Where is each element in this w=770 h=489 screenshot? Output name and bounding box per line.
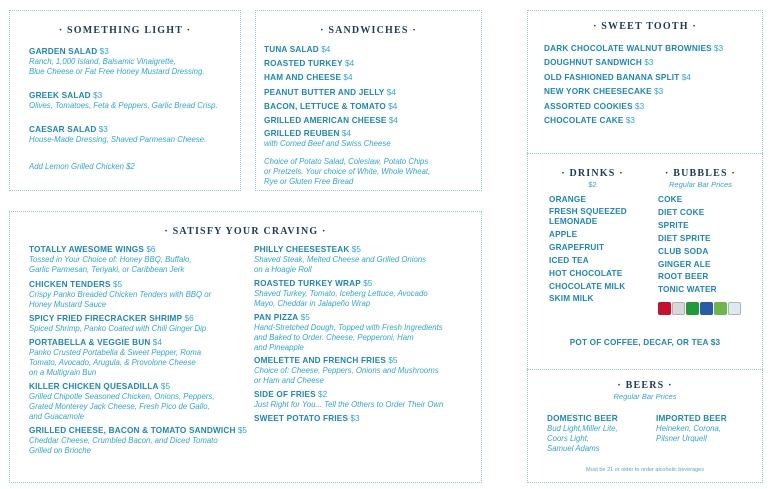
menu-item-wings — [29, 245, 249, 275]
item-name: KILLER CHICKEN QUESADILLA — [29, 382, 159, 391]
drinks-list — [549, 194, 649, 306]
menu-item-chicken-tenders — [29, 280, 249, 310]
menu-item-garden-salad — [29, 47, 239, 77]
item-price: $5 — [363, 279, 373, 288]
satisfy-craving-title: · SATISFY YOUR CRAVING · — [9, 226, 482, 237]
item-desc: on a Multigrain Bun — [29, 368, 97, 377]
item-price: $3 — [625, 116, 635, 126]
item-name: ROASTED TURKEY — [264, 59, 343, 69]
item-name: OLD FASHIONED BANANA SPLIT — [544, 72, 680, 82]
sprite-logo-icon — [686, 302, 699, 315]
menu-item-chocolate-cake — [544, 114, 759, 128]
menu-item-caesar-salad — [29, 125, 239, 145]
menu-item-grilled-american — [264, 114, 480, 128]
divider — [527, 369, 763, 370]
soda-sprite: SPRITE — [658, 220, 689, 230]
item-name: TOTALLY AWESOME WINGS — [29, 245, 145, 254]
item-price: $6 — [184, 314, 194, 323]
item-name: OMELETTE AND FRENCH FRIES — [254, 356, 387, 365]
item-desc: Tossed in Your Choice of: Honey BBQ, Buffalo, — [29, 255, 192, 264]
item-desc: House-Made Dressing, Shaved Parmesan Cheese. — [29, 135, 207, 144]
drinks-price: $2 — [588, 180, 597, 189]
item-price: $3 — [644, 58, 654, 68]
item-name: DOUGHNUT SANDWICH — [544, 58, 643, 68]
soda-club-soda: CLUB SODA — [658, 246, 709, 256]
item-name: GRILLED REUBEN — [264, 129, 340, 138]
menu-item-roasted-turkey — [264, 57, 480, 71]
item-price: $3 — [635, 101, 645, 111]
item-name: CAESAR SALAD — [29, 125, 97, 134]
menu-item-sweet-potato-fries — [254, 414, 479, 424]
item-name: PHILLY CHEESESTEAK — [254, 245, 350, 254]
item-price: $4 — [152, 338, 162, 347]
item-name: CHICKEN TENDERS — [29, 280, 111, 289]
menu-item-brownies — [544, 42, 759, 56]
item-price: $4 — [343, 73, 353, 83]
coffee-line: POT OF COFFEE, DECAF, OR TEA $3 — [569, 338, 721, 347]
item-name: ASSORTED COOKIES — [544, 101, 633, 111]
drink-lemonade: LEMONADE — [549, 216, 598, 226]
item-price: $5 — [112, 280, 123, 289]
item-desc: Coors Light, — [547, 434, 590, 443]
menu-item-philly-cheesesteak — [254, 245, 479, 275]
item-desc: Panko Crusted Portabella & Sweet Pepper, Roma — [29, 348, 202, 357]
item-price: $5 — [388, 356, 398, 365]
item-name: NEW YORK CHEESECAKE — [544, 87, 652, 97]
item-name: PAN PIZZA — [254, 313, 299, 322]
item-price: $4 — [388, 116, 398, 126]
item-name: ROASTED TURKEY WRAP — [254, 279, 361, 288]
item-desc: Heineken, Corona, — [656, 424, 722, 433]
item-name: HAM AND CHEESE — [264, 73, 342, 83]
drink-apple: APPLE — [549, 229, 578, 239]
item-price: $5 — [237, 426, 247, 435]
menu-item-imported-beer — [656, 414, 761, 444]
item-price: $3 — [654, 87, 664, 97]
diet-sprite-logo-icon — [700, 302, 713, 315]
item-price: $5 — [351, 245, 361, 254]
ginger-ale-logo-icon — [714, 302, 727, 315]
item-name: CHOCOLATE CAKE — [544, 116, 624, 126]
drink-iced-tea: ICED TEA — [549, 255, 589, 265]
item-desc: Choice of: Cheese, Peppers, Onions and Mushrooms — [254, 366, 439, 375]
item-name: DOMESTIC BEER — [547, 414, 618, 423]
bubbles-list — [658, 194, 758, 297]
item-price: $4 — [388, 101, 398, 111]
menu-item-portabella-bun — [29, 338, 249, 378]
item-price: $3 — [714, 44, 724, 53]
item-name: SPICY FRIED FIRECRACKER SHRIMP — [29, 314, 183, 323]
sandwiches-title: · SANDWICHES · — [255, 25, 482, 36]
item-desc: Grilled on Brioche — [29, 446, 91, 455]
item-price: $4 — [321, 45, 331, 54]
drink-fresh-squeezed: FRESH SQUEEZED — [549, 206, 627, 216]
item-desc: on a Hoagie Roll — [254, 265, 312, 274]
soda-root-beer: ROOT BEER — [658, 272, 709, 282]
item-name: SWEET POTATO FRIES — [254, 414, 349, 423]
item-name: SIDE OF FRIES — [254, 390, 316, 399]
item-desc: Blue Cheese or Fat Free Honey Mustard Dressing. — [29, 67, 205, 76]
drinks-title: · DRINKS · — [540, 168, 645, 179]
item-price: $2 — [318, 390, 328, 399]
menu-item-pbj — [264, 86, 480, 100]
diet-coke-logo-icon — [672, 302, 685, 315]
divider — [527, 153, 763, 154]
something-light-title: · SOMETHING LIGHT · — [9, 25, 241, 36]
item-name: DARK CHOCOLATE WALNUT BROWNIES — [544, 44, 712, 53]
item-price: $3 — [93, 91, 103, 100]
item-price: $3 — [98, 125, 108, 134]
item-desc: Shaved Steak, Melted Cheese and Grilled Onions — [254, 255, 427, 264]
menu-item-cookies — [544, 100, 759, 114]
item-desc: or Ham and Cheese — [254, 376, 324, 385]
item-name: IMPORTED BEER — [656, 414, 727, 423]
sweet-tooth-title: · SWEET TOOTH · — [527, 21, 763, 32]
item-desc: Mayo, Cheddar in Jalapeño Wrap — [254, 299, 371, 308]
item-price: $6 — [146, 245, 156, 254]
item-desc: with Corned Beef and Swiss Cheese — [264, 139, 391, 148]
item-price: $4 — [386, 87, 396, 97]
sandwich-note: Choice of Potato Salad, Coleslaw, Potato Chips or Pretzels. Your choice of White, Whole Wheat, Rye or Gluten Free Bread — [264, 157, 431, 186]
item-desc: Garlic Parmesan, Teriyaki, or Caribbean Jerk — [29, 265, 185, 274]
menu-item-ham-cheese — [264, 71, 480, 85]
sandwich-list — [264, 43, 480, 128]
item-name: TUNA SALAD — [264, 45, 319, 54]
drink-grapefruit: GRAPEFRUIT — [549, 242, 605, 252]
soda-diet-coke: DIET COKE — [658, 207, 705, 217]
soda-coke: COKE — [658, 195, 683, 204]
drink-chocolate-milk: CHOCOLATE MILK — [549, 281, 626, 291]
menu-item-tuna-salad — [264, 43, 480, 57]
item-desc: Grated Monterey Jack Cheese, Fresh Pico de Gallo, — [29, 402, 210, 411]
item-desc: Shaved Turkey, Tomato, Iceberg Lettuce, Avocado — [254, 289, 428, 298]
item-desc: Honey Mustard Sauce — [29, 300, 107, 309]
soda-brand-logos — [658, 302, 748, 316]
item-desc: Pilsner Urquell — [656, 434, 707, 443]
item-price: $4 — [341, 129, 351, 138]
item-desc: Hand-Stretched Dough, Topped with Fresh Ingredients — [254, 323, 443, 332]
bubbles-subtitle: Regular Bar Prices — [669, 180, 732, 189]
soda-diet-sprite: DIET SPRITE — [658, 233, 711, 243]
menu-item-firecracker-shrimp — [29, 314, 249, 334]
menu-item-cheesecake — [544, 85, 759, 99]
menu-item-domestic-beer — [547, 414, 652, 454]
menu-item-banana-split — [544, 71, 759, 85]
menu-item-omelette-fries — [254, 356, 479, 386]
addon-note: Add Lemon Grilled Chicken $2 — [29, 162, 135, 171]
item-price: $5 — [160, 382, 171, 391]
item-desc: Grilled Chipotle Seasoned Chicken, Onions, Peppers, — [29, 392, 215, 401]
menu-item-greek-salad — [29, 91, 239, 111]
menu-item-side-fries — [254, 390, 479, 410]
item-desc: Samuel Adams — [547, 444, 600, 453]
age-disclaimer: Must be 21 or older to order alcoholic beverages — [585, 467, 704, 473]
item-desc: Tomato, Avocado, Arugula, & Provolone Cheese — [29, 358, 196, 367]
coke-logo-icon — [658, 302, 671, 315]
soda-tonic-water: TONIC WATER — [658, 285, 717, 295]
menu-item-grilled-reuben — [264, 129, 480, 149]
item-desc: Cheddar Cheese, Crumbled Bacon, and Diced Tomato — [29, 436, 218, 445]
item-name: GREEK SALAD — [29, 91, 91, 100]
drink-orange: ORANGE — [549, 195, 587, 204]
menu-item-pan-pizza — [254, 313, 479, 353]
item-price: $3 — [99, 47, 109, 56]
item-name: PEANUT BUTTER AND JELLY — [264, 87, 385, 97]
item-price: $3 — [350, 414, 360, 423]
item-desc: Spiced Shrimp, Panko Coated with Chili Ginger Dip — [29, 324, 207, 333]
item-desc: Bud Light,Miller Lite, — [547, 424, 618, 433]
item-desc: Crispy Panko Breaded Chicken Tenders with BBQ or — [29, 290, 212, 299]
item-desc: and Guacamole — [29, 412, 85, 421]
menu-item-turkey-wrap — [254, 279, 479, 309]
item-price: $4 — [345, 59, 355, 69]
item-price: $5 — [300, 313, 310, 322]
item-name: GRILLED CHEESE, BACON & TOMATO SANDWICH — [29, 426, 236, 435]
item-name: GARDEN SALAD — [29, 47, 98, 56]
sweet-tooth-list — [544, 42, 759, 128]
item-desc: and Baked to Order. Cheese, Pepperoni, Ham — [254, 333, 414, 342]
item-desc: Olives, Tomatoes, Feta & Peppers, Garlic Bread Crisp. — [29, 101, 218, 110]
drink-hot-chocolate: HOT CHOCOLATE — [549, 268, 623, 278]
item-price: $4 — [681, 72, 691, 82]
drink-skim-milk: SKIM MILK — [549, 294, 594, 304]
item-desc: Just Right for You... Tell the Others to Order Their Own — [254, 400, 444, 409]
item-name: PORTABELLA & VEGGIE BUN — [29, 338, 151, 347]
beers-title: · BEERS · — [527, 380, 763, 391]
menu-item-blt — [264, 100, 480, 114]
soda-ginger-ale: GINGER ALE — [658, 259, 711, 269]
tonic-logo-icon — [728, 302, 741, 315]
beers-subtitle: Regular Bar Prices — [613, 392, 677, 401]
menu-item-chicken-quesadilla — [29, 382, 249, 422]
menu-item-doughnut-sandwich — [544, 56, 759, 70]
item-name: BACON, LETTUCE & TOMATO — [264, 101, 386, 111]
item-name: GRILLED AMERICAN CHEESE — [264, 116, 387, 126]
bubbles-title: · BUBBLES · — [648, 168, 753, 179]
menu-item-grilled-cheese-bacon — [29, 426, 254, 456]
item-desc: Ranch, 1,000 Island, Balsamic Vinaigrette, — [29, 57, 176, 66]
item-desc: and Pineapple — [254, 343, 304, 352]
